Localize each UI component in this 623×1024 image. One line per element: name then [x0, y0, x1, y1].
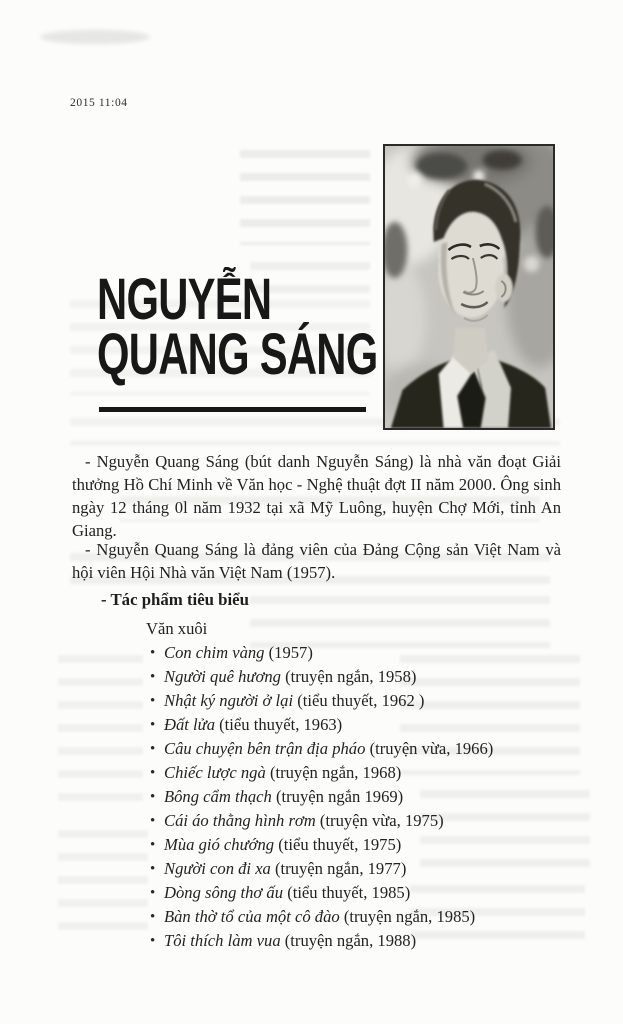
work-title: Dòng sông thơ ấu [164, 883, 284, 902]
work-note: (tiểu thuyết, 1985) [287, 883, 411, 902]
work-item [150, 833, 590, 857]
page-title-line1: NGUYỄN [97, 267, 272, 332]
work-title: Bông cẩm thạch [164, 787, 272, 806]
work-title: Mùa gió chướng [164, 835, 275, 854]
work-item [150, 641, 590, 665]
works-list [150, 641, 590, 953]
works-heading: - Tác phẩm tiêu biểu [101, 590, 249, 609]
work-item [150, 761, 590, 785]
work-note: (tiểu thuyết, 1975) [278, 835, 402, 854]
work-title: Đất lửa [164, 715, 215, 734]
work-title: Người con đi xa [164, 859, 271, 878]
portrait-photo-image [385, 146, 553, 428]
work-item [150, 881, 590, 905]
bio-paragraph-1: - Nguyễn Quang Sáng (bút danh Nguyễn Sáng) là nhà văn đoạt Giải thưởng Hồ Chí Minh về Văn học - Nghệ thuật đợt II năm 2000. Ông sinh ngày 12 tháng 0l năm 1932 tại xã Mỹ Luông, huyện Chợ Mới, tỉnh An Giang. [72, 451, 561, 540]
work-item [150, 905, 590, 929]
work-item [150, 689, 590, 713]
work-note: (truyện ngắn, 1977) [275, 859, 407, 878]
work-item [150, 713, 590, 737]
bleed-through-artifact [240, 150, 370, 245]
work-note: (truyện ngắn 1969) [276, 787, 404, 806]
works-subheading: Văn xuôi [146, 619, 208, 638]
work-title: Chiếc lược ngà [164, 763, 266, 782]
portrait-photo [383, 144, 555, 430]
work-title: Con chim vàng [164, 643, 265, 662]
work-note: (truyện ngắn, 1958) [285, 667, 417, 686]
bleed-through-artifact [58, 830, 148, 945]
work-title: Người quê hương [164, 667, 281, 686]
work-title: Tôi thích làm vua [164, 931, 281, 950]
scan-smudge [40, 30, 150, 44]
bleed-through-artifact [58, 655, 143, 805]
work-item [150, 737, 590, 761]
work-item [150, 929, 590, 953]
work-note: (truyện ngắn, 1988) [284, 931, 417, 950]
work-item [150, 809, 590, 833]
work-title: Cái áo thằng hình rơm [164, 811, 316, 830]
scan-timestamp: 2015 11:04 [70, 97, 128, 109]
page-title [97, 267, 378, 387]
work-note: (truyện ngắn, 1985) [343, 907, 476, 926]
work-note: (tiểu thuyết, 1962 ) [297, 691, 425, 710]
work-title: Nhật ký người ở lại [164, 691, 294, 710]
work-item [150, 665, 590, 689]
work-note: (truyện vừa, 1975) [319, 811, 444, 830]
work-item [150, 857, 590, 881]
work-title: Bàn thờ tổ của một cô đào [164, 907, 340, 926]
page-title-line2: QUANG SÁNG [97, 322, 378, 387]
work-item [150, 785, 590, 809]
title-underline-rule [99, 407, 366, 412]
work-note: (truyện ngắn, 1968) [269, 763, 402, 782]
bio-paragraph-2: - Nguyễn Quang Sáng là đảng viên của Đảng Cộng sản Việt Nam và hội viên Hội Nhà văn Việt Nam (1957). [72, 539, 561, 582]
work-note: (truyện vừa, 1966) [369, 739, 494, 758]
work-title: Câu chuyện bên trận địa pháo [164, 739, 366, 758]
work-note: (1957) [268, 643, 313, 662]
work-note: (tiểu thuyết, 1963) [219, 715, 343, 734]
